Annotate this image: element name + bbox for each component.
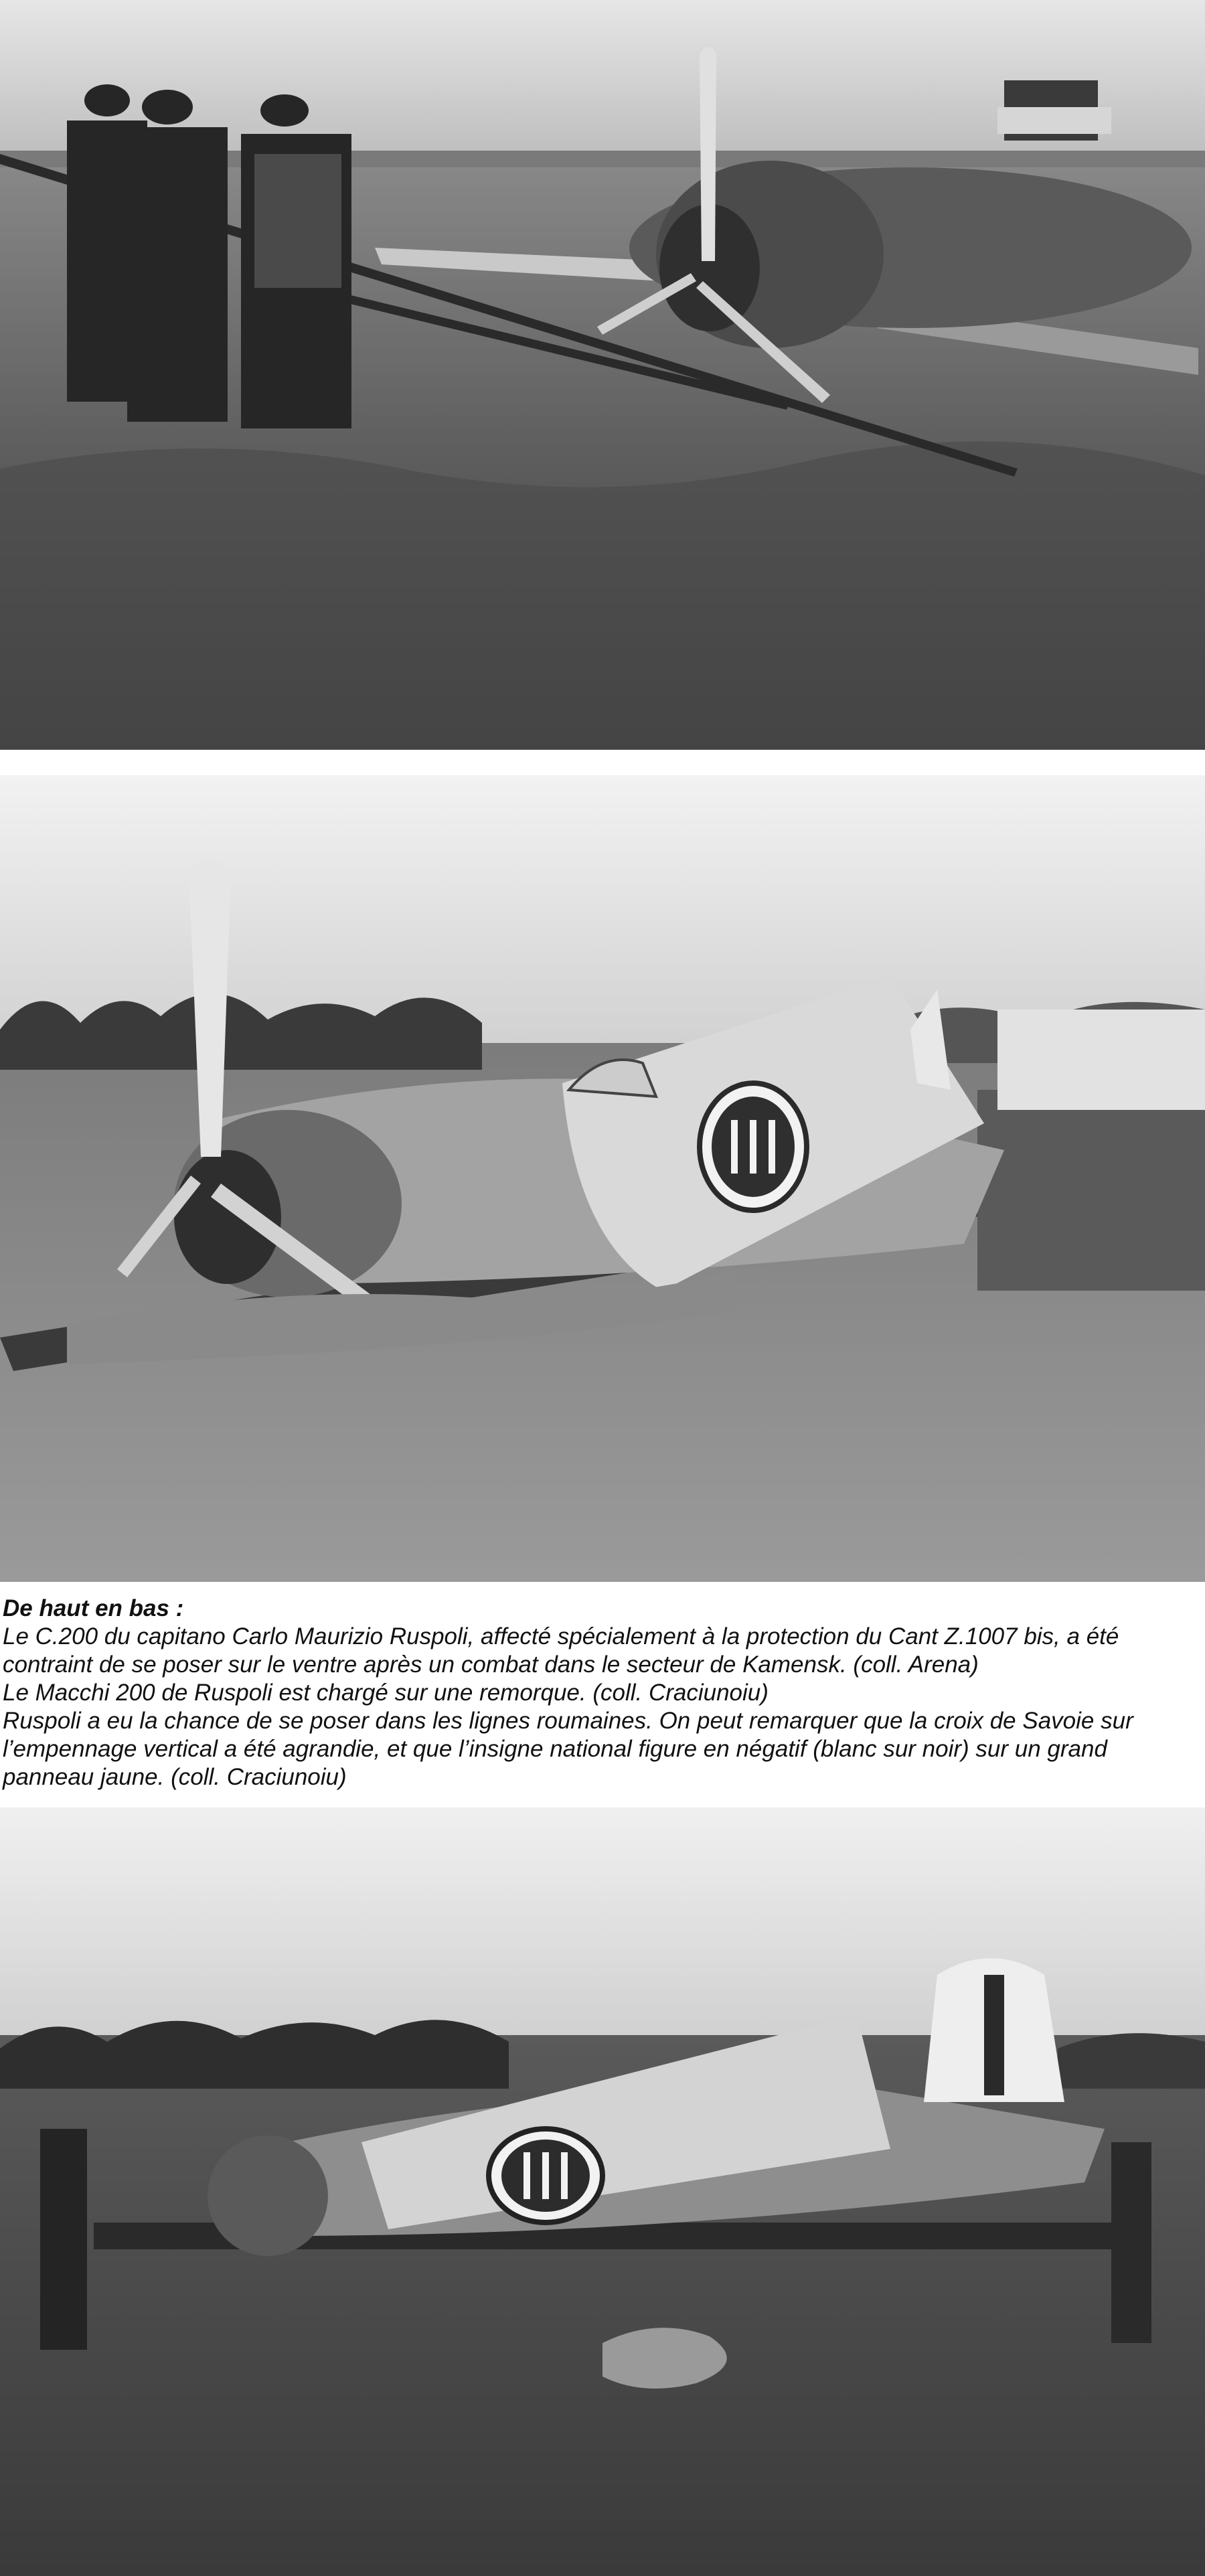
caption-line-2: Le Macchi 200 de Ruspoli est chargé sur une remorque. (coll. Craciunoiu) — [3, 1680, 769, 1706]
photo-crash-landed-c200 — [0, 0, 1205, 750]
photo-aircraft-romanian-lines — [0, 1807, 1205, 2576]
photo-caption — [3, 1595, 1202, 1791]
caption-line-1: Le C.200 du capitano Carlo Maurizio Ruspoli, affecté spécialement à la protection du Cant Z.1007 bis, a été contraint de se poser sur le ventre après un combat dans le secteur de Kamensk. (coll. Arena) — [3, 1623, 1119, 1678]
photo-macchi-on-trailer — [0, 775, 1205, 1582]
caption-line-3: Ruspoli a eu la chance de se poser dans les lignes roumaines. On peut remarquer que la croix de Savoie sur l’empennage vertical a été agrandie, et que l’insigne national figure en négatif (blanc sur noir) sur un grand panneau jaune. (coll. Craciunoiu) — [3, 1708, 1133, 1790]
caption-heading: De haut en bas : — [3, 1595, 184, 1621]
